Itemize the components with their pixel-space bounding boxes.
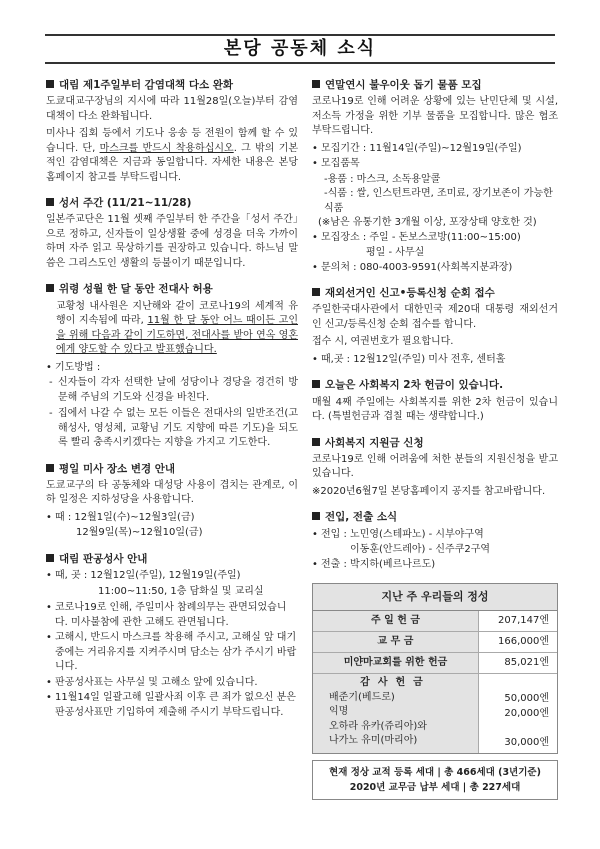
donation-value: 30,000엔 (504, 736, 549, 748)
paragraph: 일본주교단은 11월 셋째 주일부터 한 주간을「성서 주간」으로 정하고, 신자들이 일상생활 중에 성경을 더욱 가까이하며 자주 읽고 묵상하기를 권장하고 있습니다. 하느님 말씀은 그리스도인 생활의 등불이기 때문입니다. (46, 214, 298, 269)
donation-value: 50,000엔 (504, 693, 549, 705)
row-label: 교 무 금 (313, 632, 479, 652)
bullet-list (46, 569, 298, 584)
row-label: 미얀마교회를 위한 헌금 (313, 653, 479, 673)
bullet-list (46, 361, 298, 376)
paragraph: 미사나 집회 등에서 기도나 응송 등 전원이 함께 할 수 있습니다. 단, 마스크를 반드시 착용하십시오. 그 밖의 기본적인 감염대책은 지금과 동일합니다. 자세한 내용은 본당 홈페이지 참고를 부탁드립니다. (46, 128, 299, 183)
donation-value: 20,000엔 (504, 707, 549, 719)
section-title: 오늘은 사회복지 2차 헌금이 있습니다. (312, 378, 558, 393)
section-weekday-mass (46, 462, 298, 541)
square-bullet-icon (312, 380, 320, 388)
square-bullet-icon (46, 464, 54, 472)
row-value: 207,147엔 (497, 614, 549, 626)
sub-item: -용품 : 마스크, 소독용알콜 (324, 173, 441, 185)
list-item-continuation: 11:00~11:50, 1층 담화실 및 교리실 (98, 585, 264, 597)
list-item: - 집에서 나갈 수 없는 모든 이들은 전대사의 일반조건(고해성사, 영성체, 교황님 기도 지향에 따른 기도)을 되도록 빨리 충족시키겠다는 지향을 가지고 기도한다. (46, 407, 298, 451)
list-item: • 고해시, 반드시 마스크를 착용해 주시고, 고해실 앞 대기 중에는 거리유지를 지켜주시며 담소는 삼가 주시기 바랍니다. (46, 631, 298, 675)
section-title: 평일 미사 장소 변경 안내 (46, 462, 298, 477)
donor-name: 배준기(베드로) (329, 691, 395, 703)
paragraph: 교황청 내사원은 지난해와 같이 코로나19의 세계적 유행이 지속됨에 따라, 11월 한 달 동안 어느 때이든 고인을 위해 다음과 같이 기도하면, 전대사를 받아 연옥 영혼에게 양도할 수 있다고 발표했습니다. (56, 300, 298, 356)
stats-line: 2020년 교무금 납부 세대 | 총 227세대 (349, 781, 521, 793)
square-bullet-icon (312, 80, 320, 88)
list-item: • 모집장소 : 주일 - 돈보스코방(11:00~15:00) (312, 231, 558, 246)
table-row (313, 653, 557, 674)
section-second-collection (312, 378, 558, 424)
paragraph: 코로나19로 인해 어려움에 처한 분들의 지원신청을 받고 있습니다. (312, 453, 558, 480)
section-bible-week (46, 196, 298, 271)
section-overseas-voting (312, 286, 558, 367)
note: (※남은 유통기한 3개월 이상, 포장상태 양호한 것) (318, 217, 537, 229)
list-item: • 때,곳 : 12월12일(주일) 미사 전후, 센터홀 (312, 353, 558, 368)
list-item: • 문의처 : 080-4003-9591(사회복지분과장) (312, 261, 558, 276)
square-bullet-icon (46, 198, 54, 206)
section-title: 사회복지 지원금 신청 (312, 436, 558, 451)
section-welfare-support (312, 436, 558, 500)
square-bullet-icon (46, 554, 54, 562)
stats-line: 현재 정상 교적 등록 세대 | 총 466세대 (3년기준) (329, 766, 541, 778)
list-item-continuation: 평일 - 사무실 (366, 247, 425, 259)
table-row (313, 632, 557, 653)
paragraph: 도쿄대교구장님의 지시에 따라 11월28일(오늘)부터 감염대책이 다소 완화됩니다. (46, 96, 298, 122)
square-bullet-icon (312, 438, 320, 446)
page-header (0, 0, 600, 72)
section-confession (46, 552, 298, 720)
donor-name: 오하라 유카(쥬리아)와 (329, 720, 427, 732)
bullet-list (312, 261, 558, 276)
right-column (312, 78, 558, 800)
donation-value (479, 721, 549, 736)
square-bullet-icon (46, 80, 54, 88)
bullet-list (312, 142, 558, 172)
square-bullet-icon (312, 512, 320, 520)
section-title: 연말연시 불우이웃 돕기 물품 모집 (312, 78, 558, 93)
list-item: • 모집기간 : 11월14일(주일)~12월19일(주일) (312, 142, 558, 157)
donation-title: 감사헌금 (360, 677, 431, 689)
finance-table (312, 583, 558, 753)
square-bullet-icon (46, 284, 54, 292)
donor-name: 익명 (329, 706, 349, 718)
list-item: • 전출 : 박지하(베르나르도) (312, 558, 558, 573)
bullet-list (46, 601, 298, 720)
bullet-list (312, 353, 558, 368)
row-value: 166,000엔 (497, 635, 549, 647)
paragraph: ※2020년6월7일 본당홈페이지 공지를 참고바랍니다. (312, 485, 546, 497)
list-item: • 전입 : 노민영(스테파노) - 시부야구역 (312, 528, 558, 543)
dash-list (46, 376, 298, 451)
donation-labels (313, 674, 479, 753)
section-title: 성서 주간 (11/21~11/28) (46, 196, 298, 211)
finance-table-title: 지난 주 우리들의 정성 (313, 584, 557, 611)
row-label: 주 일 헌 금 (313, 611, 479, 631)
paragraph: 도쿄교구의 타 공동체와 대성당 사용이 겹치는 관계로, 이하 일정은 지하성당을 사용합니다. (46, 479, 298, 506)
list-item: • 모집품목 (312, 157, 558, 172)
section-title: 전입, 전출 소식 (312, 510, 558, 525)
paragraph: 매월 4째 주일에는 사회복지를 위한 2차 헌금이 있습니다. (특별헌금과 겹칠 때는 생략합니다.) (312, 396, 558, 423)
bullet-list (46, 511, 298, 526)
section-title: 대림 제1주일부터 감염대책 다소 완화 (46, 78, 298, 93)
bullet-list (312, 528, 558, 543)
header-rule-bottom (45, 62, 555, 64)
sub-item: -식품 : 쌀, 인스턴트라면, 조미료, 장기보존이 가능한 식품 (324, 188, 553, 214)
list-item: • 때 : 12월1일(수)~12월3일(금) (46, 511, 298, 526)
bullet-list (312, 231, 558, 246)
section-infection-measures (46, 78, 298, 185)
page-title: 본당 공동체 소식 (223, 38, 377, 59)
list-item: • 11월14일 일괄고해 일괄사죄 이후 큰 죄가 없으신 분은 판공성사표만 기입하여 제출해 주시기 부탁드립니다. (46, 691, 298, 720)
list-item-continuation: 12월9일(목)~12월10일(금) (76, 527, 203, 539)
row-value: 85,021엔 (504, 656, 549, 668)
section-transfers (312, 510, 558, 572)
paragraph: 접수 시, 여권번호가 필요합니다. (312, 336, 454, 348)
square-bullet-icon (312, 288, 320, 296)
list-item: • 판공성사표는 사무실 및 고해소 앞에 있습니다. (46, 676, 298, 691)
left-column (46, 78, 298, 731)
list-item: • 코로나19로 인해, 주일미사 참례의무는 관면되었습니다. 미사불참에 관한 고해도 관면됩니다. (46, 601, 298, 630)
donor-name: 나가노 유미(마리아) (329, 735, 418, 747)
table-row (313, 611, 557, 632)
list-item: • 때, 곳 : 12월12일(주일), 12월19일(주일) (46, 569, 298, 584)
list-item: - 신자들이 각자 선택한 날에 성당이나 경당을 경건히 방문해 주님의 기도와 신경을 바친다. (46, 376, 298, 405)
list-item: • 기도방법 : (46, 361, 298, 376)
donation-values (479, 674, 557, 753)
section-title: 위령 성월 한 달 동안 전대사 허용 (46, 282, 298, 297)
section-indulgence (46, 282, 298, 450)
bullet-list (312, 558, 558, 573)
donation-block (313, 674, 557, 753)
list-item-continuation: 이동훈(안드레아) - 신주쿠2구역 (350, 544, 491, 556)
section-title: 재외선거인 신고•등록신청 순회 접수 (312, 286, 558, 301)
donor-list (313, 691, 478, 749)
parish-stats-box (312, 760, 558, 800)
paragraph: 코로나19로 인해 어려운 상황에 있는 난민단체 및 시설, 저소득 가정을 위한 기부 물품을 모집합니다. 많은 협조 부탁드립니다. (312, 96, 558, 137)
paragraph: 주일한국대사관에서 대한민국 제20대 대통령 재외선거인 신고/등록신청 순회 접수를 합니다. (312, 304, 558, 330)
section-title: 대림 판공성사 안내 (46, 552, 298, 567)
section-donation-drive (312, 78, 558, 275)
